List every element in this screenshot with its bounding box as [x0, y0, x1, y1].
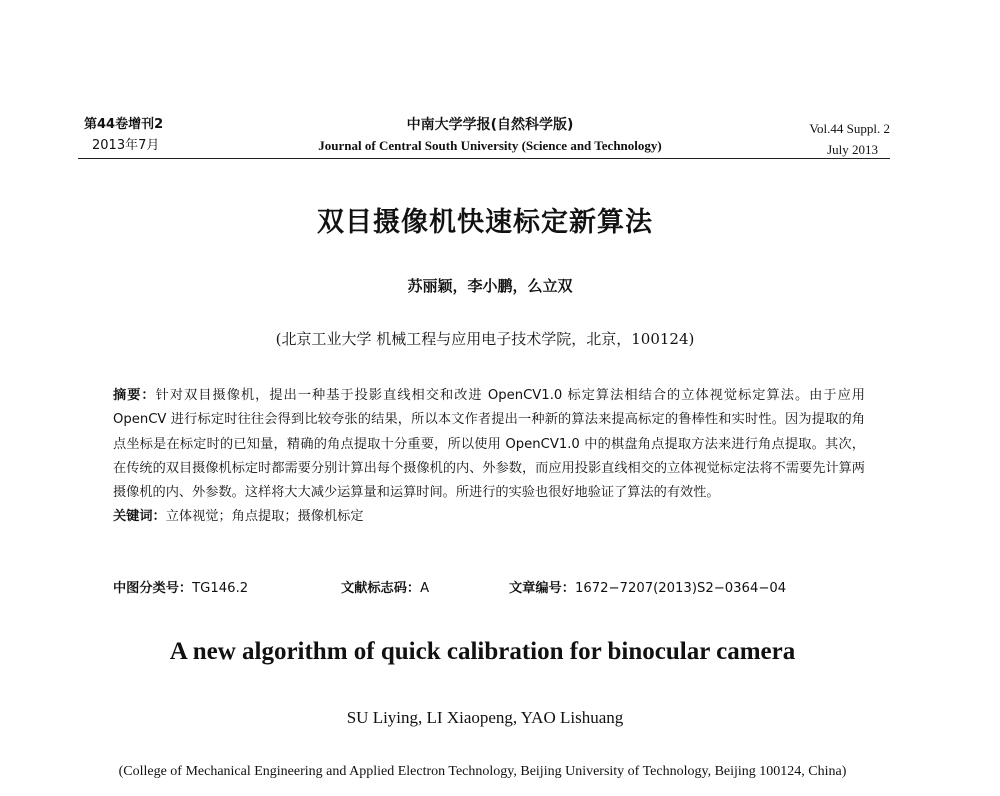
clc-value: TG146.2 [192, 581, 249, 596]
volume-issue-cn: 第44卷增刊2 [84, 117, 164, 132]
volume-issue-en: Vol.44 Suppl. 2 [809, 121, 890, 136]
journal-name-en: Journal of Central South University (Science and Technology) [318, 138, 662, 153]
authors-en: SU Liying, LI Xiaopeng, YAO Lishuang [346, 708, 624, 727]
abstract-label: 摘要： [113, 388, 156, 403]
clc-label: 中图分类号： [113, 581, 193, 596]
affiliation-en: (College of Mechanical Engineering and Applied Electron Technology, Beijing University of Technology, Beijing 100124, China) [118, 764, 847, 779]
abstract-cn [113, 384, 865, 530]
paper-title-en: A new algorithm of quick calibration for binocular camera [169, 638, 796, 665]
article-no-label: 文章编号： [509, 581, 575, 596]
keywords-text: 立体视觉；角点提取；摄像机标定 [165, 509, 364, 525]
doc-code-label: 文献标志码： [341, 581, 421, 596]
paper-title-cn: 双目摄像机快速标定新算法 [317, 207, 653, 238]
journal-name-cn: 中南大学学报(自然科学版) [406, 117, 574, 133]
clc-number [113, 577, 248, 596]
affiliation-cn: (北京工业大学 机械工程与应用电子技术学院，北京，100124) [275, 330, 695, 348]
authors-cn: 苏丽颖，李小鹏，么立双 [407, 277, 573, 295]
document-code [341, 577, 429, 596]
abstract-text: 针对双目摄像机，提出一种基于投影直线相交和改进 OpenCV1.0 标定算法相结合的立体视觉标定算法。由于应用 OpenCV 进行标定时往往会得到比较夸张的结果，所以本文作者提出一种新的算法来提高标定的鲁棒性和实时性。因为提取的角点坐标是在标定时的已知量，精确的角点提取十分重要，所以使用 OpenCV1.0 中的棋盘角点提取方法来进行角点提取。其次，在传统的双目摄像机标定时都需要分别计算出每个摄像机的内、外参数，而应用投影直线相交的立体视觉标定法将不需要先计算两摄像机的内、外参数。这样将大大减少运算量和运算时间。所进行的实验也很好地验证了算法的有效性。 [113, 388, 865, 501]
article-no-value: 1672−7207(2013)S2−0364−04 [574, 581, 787, 596]
header-rule [78, 158, 890, 159]
keywords-label: 关键词： [113, 509, 166, 525]
article-number [509, 577, 786, 596]
date-cn: 2013年7月 [92, 138, 160, 153]
date-en: July 2013 [827, 142, 878, 157]
doc-code-value: A [420, 581, 430, 596]
